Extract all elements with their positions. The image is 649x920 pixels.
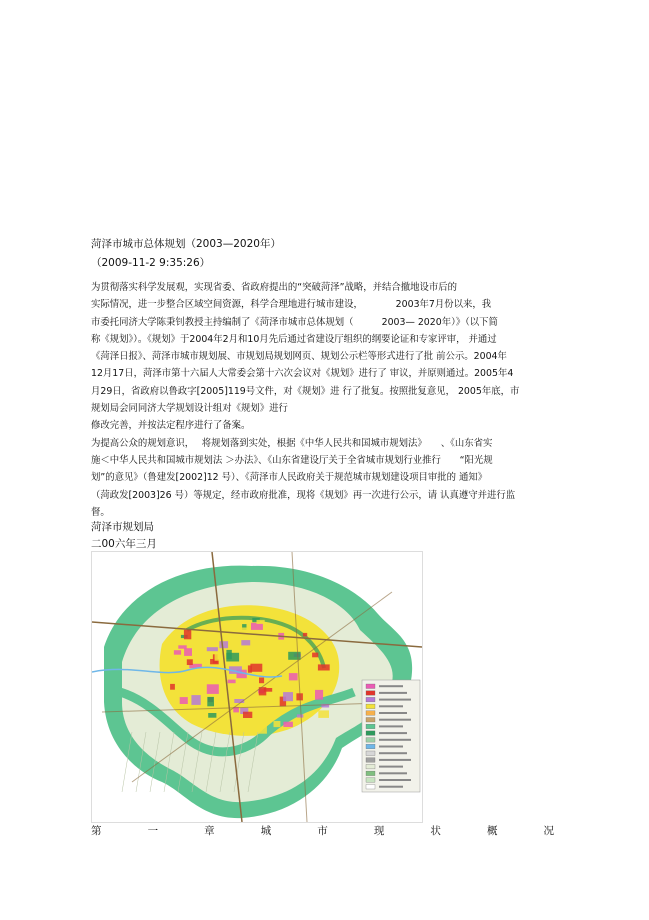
legend-swatch — [366, 697, 375, 702]
legend-swatch — [366, 778, 375, 783]
body-line: 规划局会同同济大学规划设计组对《规划》进行 — [91, 403, 288, 415]
land-use-block — [283, 722, 293, 727]
land-use-block — [264, 688, 272, 692]
land-use-block — [289, 673, 298, 680]
chapter-char: 章 — [204, 825, 215, 837]
legend-swatch — [366, 758, 375, 763]
chapter-heading — [91, 823, 554, 838]
chapter-char: 一 — [147, 825, 159, 837]
land-use-map-image — [92, 552, 422, 822]
body-line: 实际情况，进一步整合区域空间资源，科学合理地进行城市建设， 2003年7月份以来，我 — [91, 299, 492, 311]
body-line: （菏政发[2003]26 号）等规定，经市政府批准，现将《规划》再一次进行公示，请 认真遵守并进行监 — [91, 489, 516, 501]
land-use-block — [226, 653, 239, 662]
body-line: 为提高公众的规划意识， 将规划落到实处，根据《中华人民共和国城市规划法》 、《山东省实 — [91, 437, 493, 449]
legend-swatch — [366, 744, 375, 749]
legend-swatch — [366, 691, 375, 696]
land-use-block — [180, 697, 188, 704]
legend-swatch — [366, 724, 375, 729]
land-use-block — [318, 710, 329, 718]
legend-label-scribble — [379, 759, 411, 761]
land-use-block — [187, 659, 193, 665]
land-use-block — [240, 656, 249, 665]
legend-label-scribble — [379, 739, 411, 741]
legend-swatch — [366, 731, 375, 736]
land-use-block — [184, 648, 192, 656]
legend-swatch — [366, 718, 375, 723]
land-use-block — [312, 653, 318, 658]
legend-label-scribble — [379, 712, 407, 714]
body-line: 划”的意见》（鲁建发[2002]12 号）、《菏泽市人民政府关于规范城市规划建设项目审批的 通知》 — [91, 472, 488, 484]
legend-label-scribble — [379, 685, 403, 687]
body-line: 12月17日，菏泽市第十六届人大常委会第十六次会议对《规划》进行了 审议，并原则通过。2005年4 — [91, 368, 514, 380]
legend-label-scribble — [379, 732, 407, 734]
chapter-char: 市 — [317, 825, 328, 837]
legend-label-scribble — [379, 772, 407, 774]
body-line: 为贯彻落实科学发展观，实现省委、省政府提出的“突破菏泽”战略，并结合撤地设市后的 — [91, 282, 457, 293]
land-use-block — [215, 653, 221, 661]
chapter-char: 城 — [260, 825, 272, 837]
legend-label-scribble — [379, 719, 411, 721]
legend-label-scribble — [379, 725, 403, 727]
body-line: 市委托同济大学陈秉钊教授主持编制了《菏泽市城市总体规划（ 2003— 2020年）》（以下简 — [91, 316, 498, 328]
land-use-block — [259, 678, 264, 684]
body-line: 月29日，省政府以鲁政字[2005]119号文件，对《规划》进 行了批复。按照批复意见， 2005年底，市 — [91, 385, 520, 397]
city-master-plan-map — [91, 551, 423, 823]
signature-organization: 菏泽市规划局 — [91, 521, 154, 533]
land-use-block — [191, 695, 200, 705]
legend-swatch — [366, 764, 375, 769]
land-use-block — [250, 664, 262, 672]
land-use-block — [207, 647, 218, 651]
legend-swatch — [366, 711, 375, 716]
land-use-block — [243, 712, 252, 718]
legend-label-scribble — [379, 746, 403, 748]
legend-label-scribble — [379, 752, 407, 754]
land-use-block — [207, 697, 214, 706]
legend-swatch — [366, 684, 375, 689]
land-use-block — [249, 677, 254, 682]
land-use-block — [208, 713, 216, 718]
legend-label-scribble — [379, 786, 403, 788]
land-use-block — [274, 721, 281, 727]
land-use-block — [241, 640, 250, 645]
body-line: 修改完善，并按法定程序进行了备案。 — [91, 420, 251, 432]
legend-label-scribble — [379, 699, 411, 701]
land-use-block — [174, 650, 181, 655]
land-use-block — [315, 690, 323, 700]
land-use-block — [318, 664, 330, 670]
legend-swatch — [366, 738, 375, 743]
land-use-block — [256, 707, 268, 711]
legend-swatch — [366, 751, 375, 756]
land-use-block — [283, 692, 293, 701]
legend-label-scribble — [379, 705, 403, 707]
land-use-block — [178, 645, 186, 648]
chapter-char: 概 — [486, 825, 498, 837]
legend-swatch — [366, 771, 375, 776]
land-use-block — [303, 633, 307, 637]
legend-swatch — [366, 785, 375, 790]
publish-date: （2009-11-2 9:35:26） — [91, 257, 211, 269]
legend-label-scribble — [379, 779, 411, 781]
land-use-block — [216, 702, 226, 706]
chapter-char: 状 — [430, 825, 441, 837]
land-use-block — [313, 678, 318, 682]
land-use-block — [248, 665, 252, 672]
land-use-block — [219, 641, 228, 648]
document-title: 菏泽市城市总体规划（2003—2020年） — [91, 238, 281, 250]
body-line: 督。 — [91, 506, 110, 518]
chapter-char: 现 — [373, 825, 385, 837]
document-body — [91, 279, 553, 521]
land-use-block — [297, 714, 303, 717]
land-use-block — [184, 630, 191, 640]
land-use-block — [170, 684, 175, 690]
chapter-char: 况 — [543, 825, 554, 837]
legend-label-scribble — [379, 692, 407, 694]
body-line: 《菏泽日报》、菏泽市城市规划展、市规划局规划网页、规划公示栏等形式进行了批 前公示。2004年 — [91, 351, 507, 363]
land-use-block — [257, 725, 267, 734]
chapter-char: 第 — [91, 825, 102, 837]
legend-label-scribble — [379, 766, 403, 768]
signature-date: 二00六年三月 — [91, 538, 157, 550]
body-line: 施＜中华人民共和国城市规划法 ＞办法》、《山东省建设厅关于全省城市规划行业推行 “阳光规 — [91, 454, 493, 466]
land-use-block — [257, 620, 265, 624]
land-use-block — [207, 684, 219, 694]
body-line: 称《规划》）。《规划》于2004年2月和10月先后通过省建设厅组织的纲要论证和专家评审， 并通过 — [91, 333, 497, 345]
land-use-block — [228, 680, 236, 684]
land-use-block — [288, 652, 300, 660]
legend-swatch — [366, 704, 375, 709]
